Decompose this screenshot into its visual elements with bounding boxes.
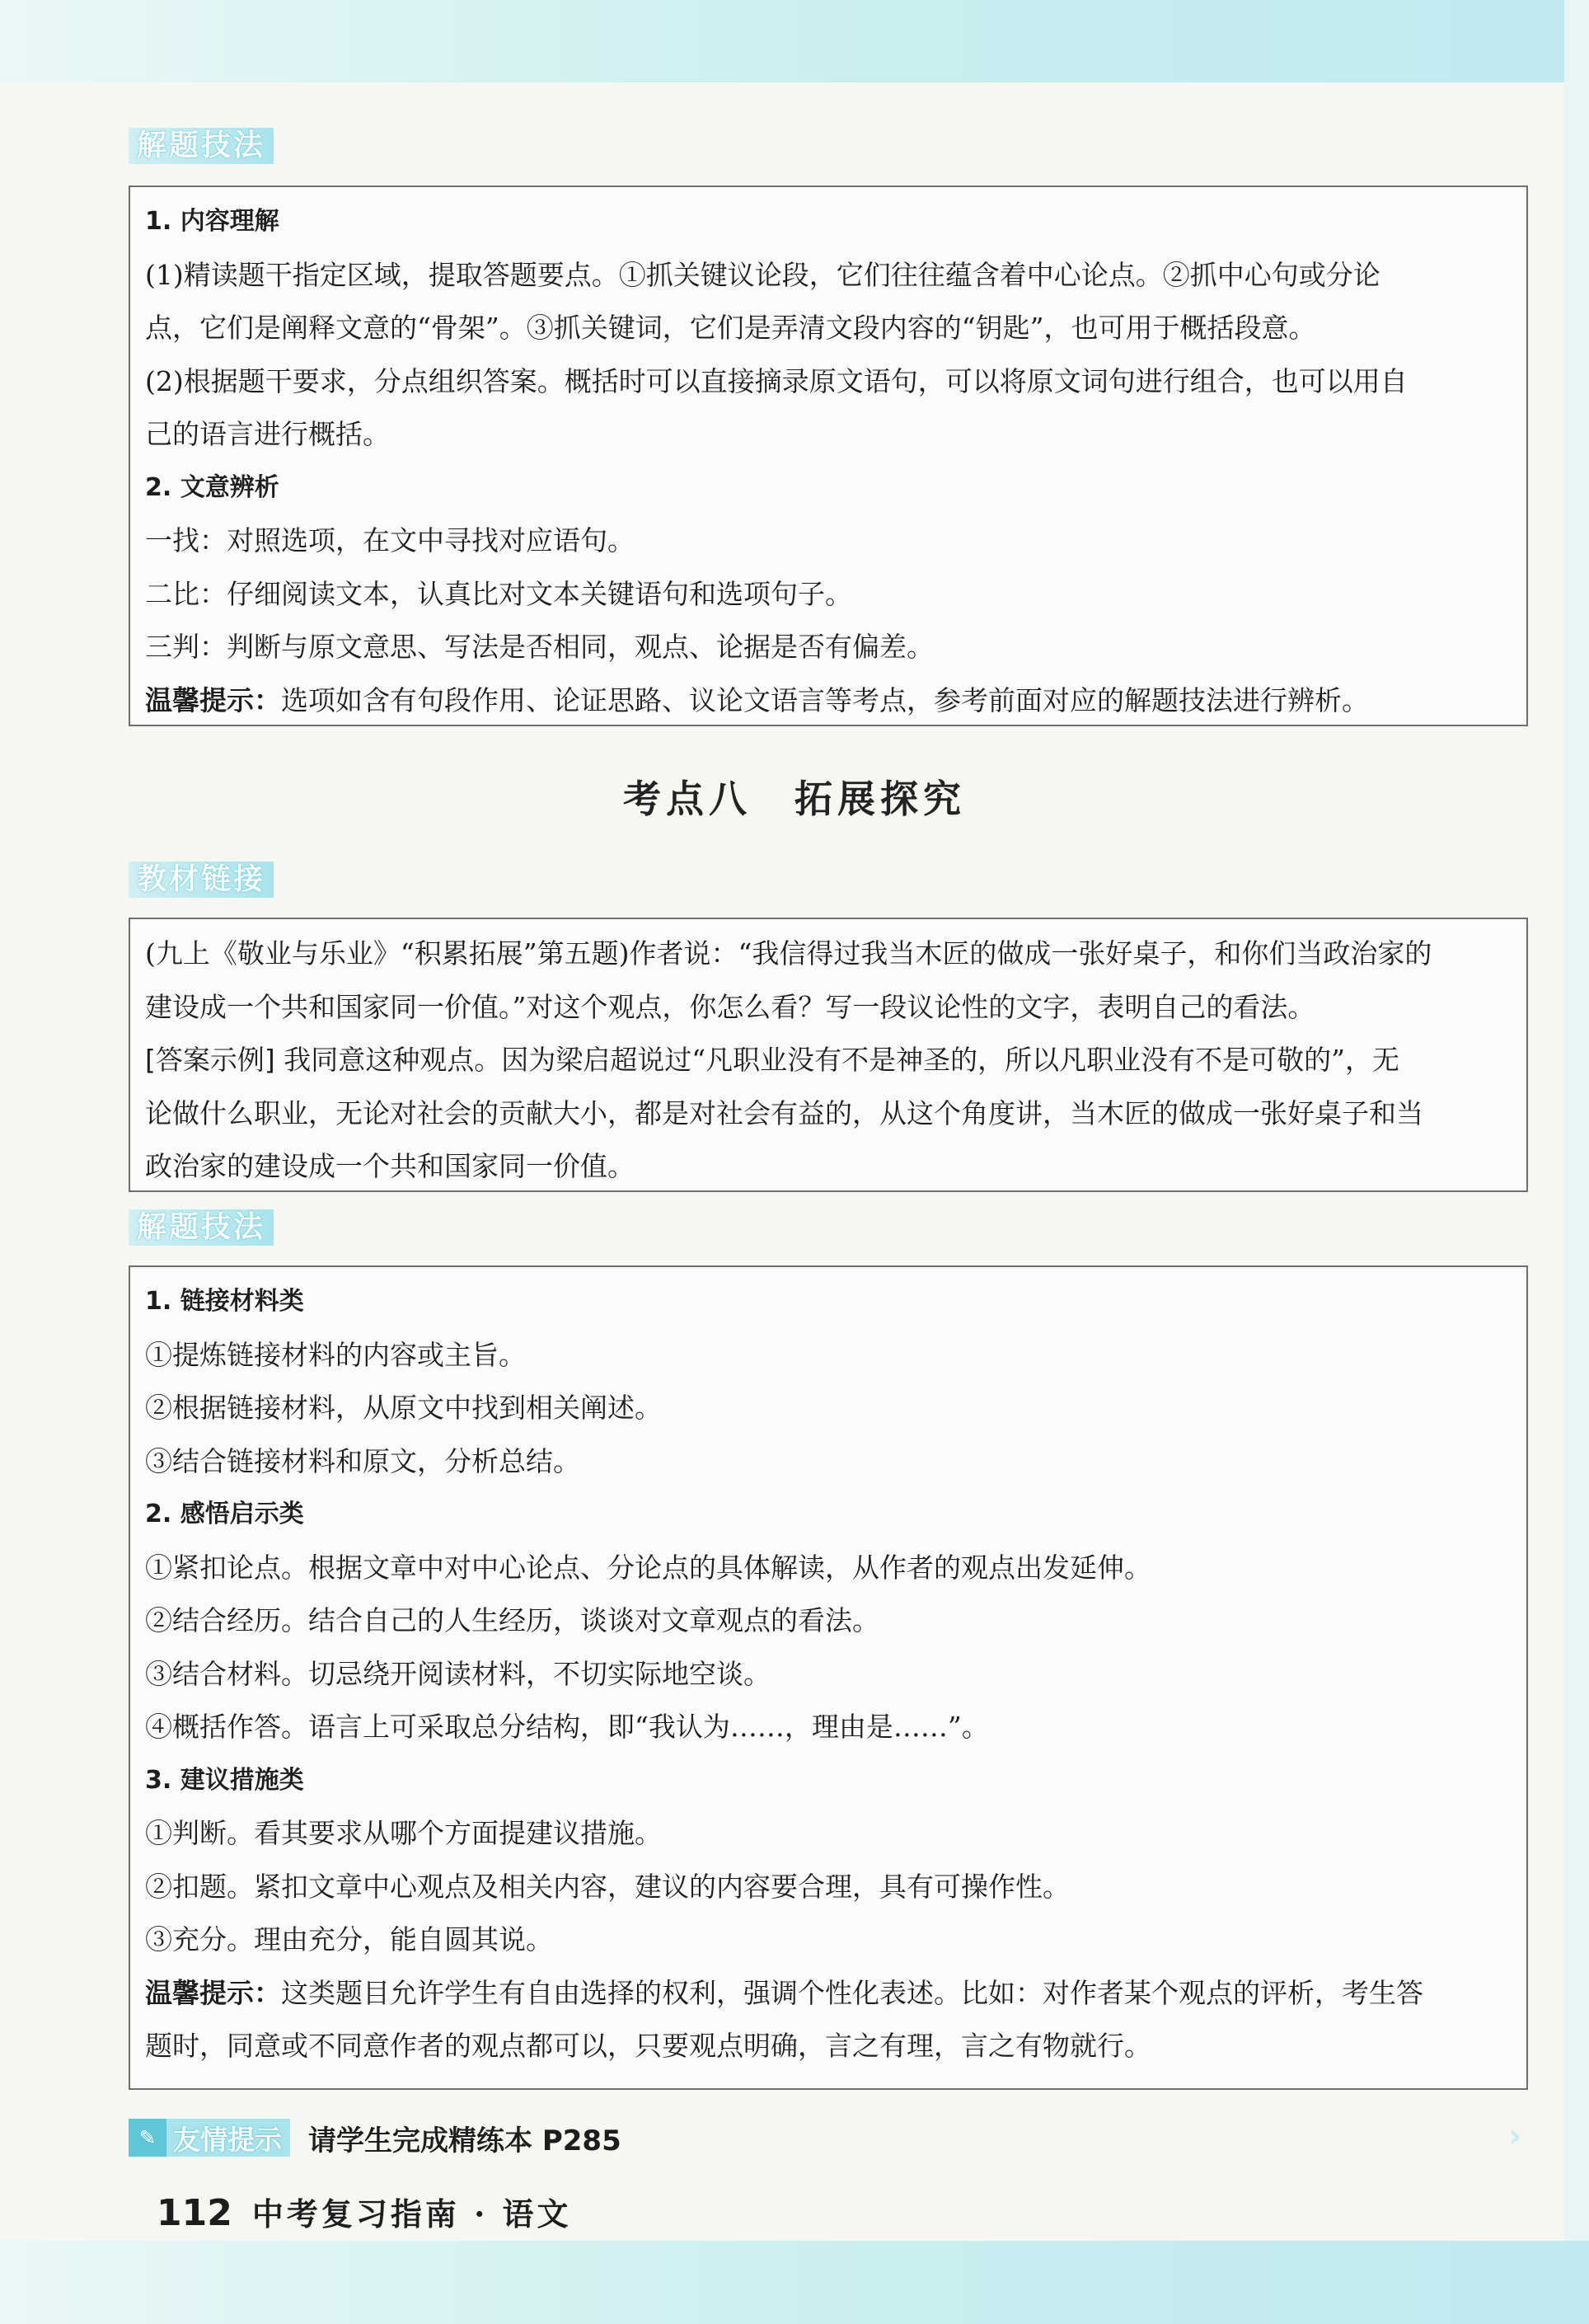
subheading: 2. 感悟启示类 bbox=[145, 1500, 304, 1528]
body-line: ①判断。看其要求从哪个方面提建议措施。 bbox=[145, 1817, 662, 1849]
answer-line-2: 论做什么职业，无论对社会的贡献大小，都是对社会有益的，从这个角度讲，当木匠的做成一张好桌子和当 bbox=[145, 1096, 1423, 1129]
subheading: 2. 文意辨析 bbox=[145, 472, 279, 502]
body-line: ④概括作答。语言上可采取总分结构，即“我认为……，理由是……”。 bbox=[145, 1711, 989, 1743]
body-line: ③充分。理由充分，能自圆其说。 bbox=[145, 1923, 553, 1955]
subheading: 3. 建议措施类 bbox=[145, 1765, 304, 1795]
friendly-reminder bbox=[129, 2119, 621, 2157]
page-footer bbox=[157, 2189, 572, 2234]
box3-lines bbox=[145, 1275, 1512, 1967]
body-line: ②结合经历。结合自己的人生经历，谈谈对文章观点的看法。 bbox=[145, 1604, 879, 1636]
answer-line-1 bbox=[145, 1034, 1512, 1087]
tip-label: 温馨提示： bbox=[145, 683, 281, 716]
tip-text-2: 这类题目允许学生有自由选择的权利，强调个性化表述。比如：对作者某个观点的评析，考生答 bbox=[281, 1976, 1423, 2009]
book-title: 中考复习指南 · 语文 bbox=[251, 2195, 572, 2232]
tip-line bbox=[145, 674, 1512, 728]
reminder-label: 友情提示 bbox=[173, 2123, 282, 2156]
answer-label: [答案示例] bbox=[145, 1044, 275, 1076]
body-line: 三判：判断与原文意思、写法是否相同，观点、论据是否有偏差。 bbox=[145, 631, 934, 663]
tip-label-2: 温馨提示： bbox=[145, 1976, 281, 2009]
answer-line-3: 政治家的建设成一个共和国家同一价值。 bbox=[145, 1150, 635, 1182]
section-tag-solving-techniques: 解题技法 bbox=[129, 128, 274, 164]
tip-line-2 bbox=[145, 1967, 1512, 2021]
section-tag-textbook-link: 教材链接 bbox=[129, 862, 274, 898]
answer-text-1: 我同意这种观点。因为梁启超说过“凡职业没有不是神圣的，所以凡职业没有不是可敬的”，无 bbox=[274, 1044, 1399, 1076]
body-line: 一找：对照选项，在文中寻找对应语句。 bbox=[145, 524, 635, 556]
body-line: ③结合链接材料和原文，分析总结。 bbox=[145, 1444, 580, 1477]
body-line: 点，它们是阐释文意的“骨架”。③抓关键词，它们是弄清文段内容的“钥匙”，也可用于概括段意。 bbox=[145, 312, 1316, 344]
body-line: ②根据链接材料，从原文中找到相关阐述。 bbox=[145, 1392, 662, 1424]
question-line-2: 建设成一个共和国家同一价值。”对这个观点，你怎么看？写一段议论性的文字，表明自己的看法。 bbox=[145, 990, 1315, 1023]
page-number: 112 bbox=[157, 2192, 232, 2234]
question-line-1: (九上《敬业与乐业》“积累拓展”第五题)作者说：“我信得过我当木匠的做成一张好桌子，和你们当政治家的 bbox=[145, 937, 1432, 970]
reminder-badge bbox=[129, 2119, 290, 2157]
solving-techniques-box-2 bbox=[129, 1265, 1528, 2090]
body-line: (2)根据题干要求，分点组织答案。概括时可以直接摘录原文语句，可以将原文词句进行组合，也可以用自 bbox=[145, 364, 1408, 397]
body-line: ①紧扣论点。根据文章中对中心论点、分论点的具体解读，从作者的观点出发延伸。 bbox=[145, 1551, 1151, 1584]
section-title: 考点八 拓展探究 bbox=[623, 777, 966, 821]
subheading: 1. 链接材料类 bbox=[145, 1287, 304, 1316]
solving-techniques-box-1 bbox=[129, 185, 1528, 726]
body-line: ②扣题。紧扣文章中心观点及相关内容，建议的内容要合理，具有可操作性。 bbox=[145, 1870, 1070, 1903]
section-tag-solving-techniques-2: 解题技法 bbox=[129, 1209, 274, 1246]
box1-lines bbox=[145, 195, 1512, 674]
body-line: 二比：仔细阅读文本，认真比对文本关键语句和选项句子。 bbox=[145, 577, 852, 610]
textbook-link-box bbox=[129, 918, 1528, 1192]
body-line: 己的语言进行概括。 bbox=[145, 418, 390, 450]
subheading: 1. 内容理解 bbox=[145, 207, 279, 236]
reminder-text: 请学生完成精练本 P285 bbox=[308, 2124, 621, 2157]
tip-text: 选项如含有句段作用、论证思路、议论文语言等考点，参考前面对应的解题技法进行辨析。 bbox=[281, 683, 1369, 716]
tip-line-2b: 题时，同意或不同意作者的观点都可以，只要观点明确，言之有理，言之有物就行。 bbox=[145, 2030, 1151, 2062]
body-line: ①提炼链接材料的内容或主旨。 bbox=[145, 1338, 526, 1371]
chevron-right-icon: › bbox=[1508, 2117, 1522, 2155]
body-line: ③结合材料。切忌绕开阅读材料，不切实际地空谈。 bbox=[145, 1657, 771, 1690]
book-icon: ✎ bbox=[129, 2119, 166, 2157]
body-line: (1)精读题干指定区域，提取答题要点。①抓关键议论段，它们往往蕴含着中心论点。②抓中心句或分论 bbox=[145, 258, 1380, 291]
